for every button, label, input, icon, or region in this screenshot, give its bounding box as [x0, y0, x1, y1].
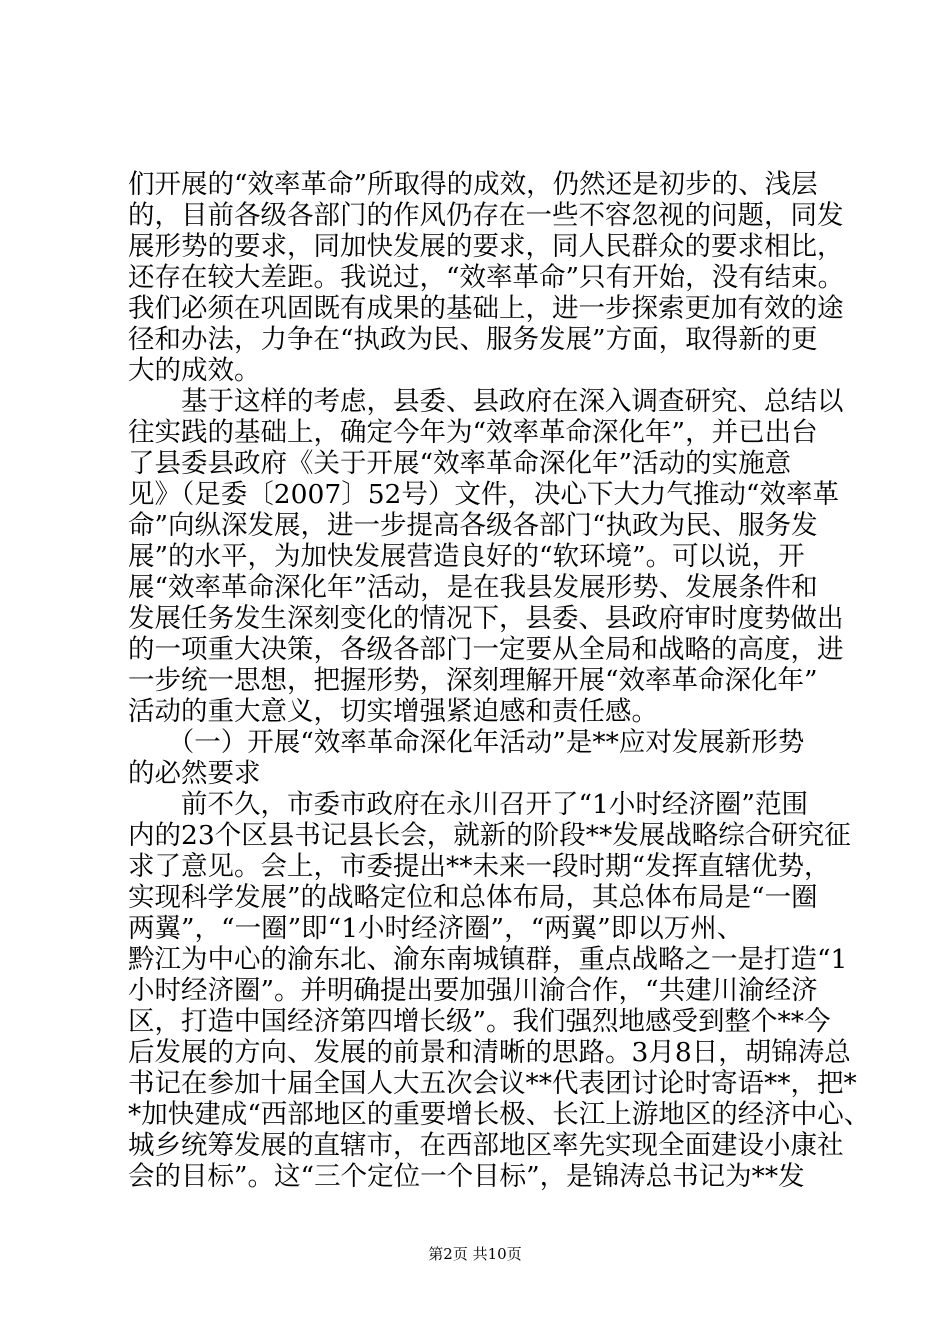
- text-line: *加快建成“西部地区的重要增长极、长江上游地区的经济中心、: [128, 1099, 871, 1130]
- text-line: 黔江为中心的渝东北、渝东南城镇群，重点战略之一是打造“1: [128, 944, 848, 975]
- text-line: 大的成效。: [128, 355, 261, 386]
- text-line: 的一项重大决策，各级各部门一定要从全局和战略的高度，进: [128, 634, 844, 665]
- text-line: 活动的重大意义，切实增强紧迫感和责任感。: [128, 696, 658, 727]
- text-line: 展形势的要求，同加快发展的要求，同人民群众的要求相比，: [128, 231, 844, 262]
- text-line: 会的目标”。这“三个定位一个目标”，是锦涛总书记为**发: [128, 1161, 805, 1192]
- text-line: 命”向纵深发展，进一步提高各级各部门“执政为民、服务发: [128, 510, 818, 541]
- text-line: 基于这样的考虑，县委、县政府在深入调查研究、总结以: [128, 386, 844, 417]
- text-line: 的必然要求: [128, 758, 261, 789]
- text-line: 展“效率革命深化年”活动，是在我县发展形势、发展条件和: [128, 572, 818, 603]
- text-line: 了县委县政府《关于开展“效率革命深化年”活动的实施意: [128, 448, 792, 479]
- text-line: 求了意见。会上，市委提出**未来一段时期“发挥直辖优势，: [128, 851, 831, 882]
- text-line: 还存在较大差距。我说过，“效率革命”只有开始，没有结束。: [128, 262, 845, 293]
- text-line: 两翼”，“一圈”即“1小时经济圈”，“两翼”即以万州、: [128, 913, 744, 944]
- text-line: 见》（足委〔2007〕52号）文件，决心下大力气推动“效率革: [128, 479, 839, 510]
- text-line: 们开展的“效率革命”所取得的成效，仍然还是初步的、浅层: [128, 169, 818, 200]
- text-line: 我们必须在巩固既有成果的基础上，进一步探索更加有效的途: [128, 293, 844, 324]
- text-line: 径和办法，力争在“执政为民、服务发展”方面，取得新的更: [128, 324, 818, 355]
- text-line: 书记在参加十届全国人大五次会议**代表团讨论时寄语**，把*: [128, 1068, 857, 1099]
- text-line: 展”的水平，为加快发展营造良好的“软环境”。可以说，开: [128, 541, 805, 572]
- text-line: 一步统一思想，把握形势，深刻理解开展“效率革命深化年”: [128, 665, 818, 696]
- text-line: 区，打造中国经济第四增长级”。我们强烈地感受到整个**今: [128, 1006, 831, 1037]
- page-footer: 第2页 共10页: [428, 1245, 522, 1263]
- text-line: 往实践的基础上，确定今年为“效率革命深化年”，并已出台: [128, 417, 818, 448]
- text-line: 的，目前各级各部门的作风仍存在一些不容忽视的问题，同发: [128, 200, 844, 231]
- text-line: 后发展的方向、发展的前景和清晰的思路。3月8日，胡锦涛总: [128, 1037, 851, 1068]
- text-line: 前不久，市委市政府在永川召开了“1小时经济圈”范围: [128, 789, 808, 820]
- text-line: 城乡统筹发展的直辖市，在西部地区率先实现全面建设小康社: [128, 1130, 844, 1161]
- text-line: 发展任务发生深刻变化的情况下，县委、县政府审时度势做出: [128, 603, 844, 634]
- text-line: 小时经济圈”。并明确提出要加强川渝合作，“共建川渝经济: [128, 975, 818, 1006]
- text-line: 内的23个区县书记县长会，就新的阶段**发展战略综合研究征: [128, 820, 851, 851]
- text-line: （一）开展“效率革命深化年活动”是**应对发展新形势: [128, 727, 805, 758]
- text-line: 实现科学发展”的战略定位和总体布局，其总体布局是“一圈: [128, 882, 818, 913]
